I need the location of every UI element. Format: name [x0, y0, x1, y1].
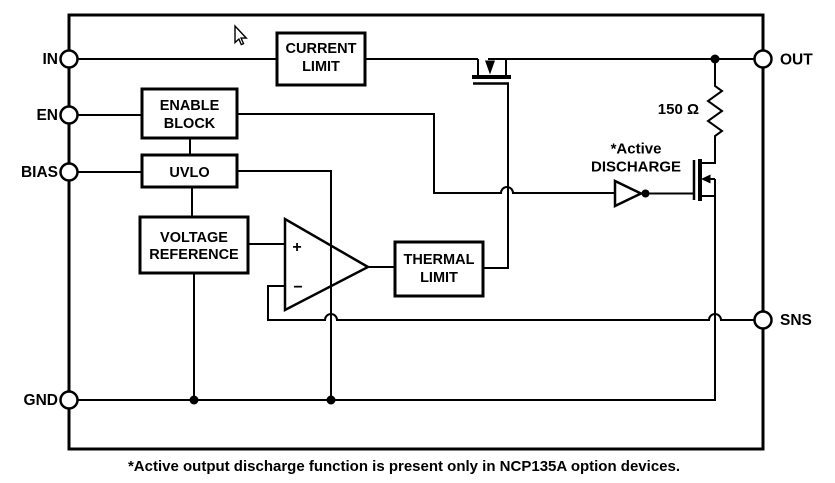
pin-sns-label: SNS — [780, 312, 812, 329]
thermal-limit-block — [395, 242, 483, 296]
figure-footnote: *Active output discharge function is present only in NCP135A option devices. — [127, 458, 681, 475]
enable-block-label-line1: ENABLE — [159, 98, 220, 114]
pin-in-label: IN — [42, 51, 58, 68]
discharge-fet-body-arrow-icon — [701, 175, 711, 184]
pin-en-terminal — [61, 107, 78, 124]
pass-transistor-symbol — [472, 59, 511, 84]
pin-en — [36, 107, 77, 125]
uvlo-block — [142, 155, 237, 187]
wire-feedback-sns-to-opamp-minus — [268, 286, 755, 320]
opamp-plus-input-label: + — [292, 239, 302, 256]
resistor-value-label: 150 Ω — [657, 101, 699, 118]
pin-bias — [21, 164, 78, 182]
pin-sns — [755, 312, 812, 330]
mouse-cursor-icon — [235, 26, 246, 45]
pin-bias-label: BIAS — [20, 164, 58, 181]
pin-gnd-label: GND — [23, 392, 58, 409]
error-amplifier-symbol — [285, 219, 368, 310]
pin-out-terminal — [755, 51, 772, 68]
pass-fet-body-arrow-icon — [485, 61, 495, 75]
pin-gnd-terminal — [61, 392, 78, 409]
thermal-limit-label-line1: THERMAL — [403, 252, 475, 268]
discharge-resistor-symbol — [700, 59, 722, 163]
wire-buffer-to-discharge-gate — [650, 193, 695, 194]
discharge-buffer-output-dot — [642, 190, 650, 198]
wire-enable-to-discharge-buffer — [237, 114, 615, 193]
enable-block — [142, 89, 237, 138]
discharge-transistor-symbol — [694, 159, 715, 201]
wire-gate-to-thermal-limit — [483, 84, 508, 269]
pin-in — [43, 51, 78, 69]
pin-sns-terminal — [755, 312, 772, 329]
pin-en-label: EN — [36, 107, 58, 124]
current-limit-label-line1: CURRENT — [285, 41, 357, 57]
enable-block-label-line2: BLOCK — [163, 116, 216, 132]
pin-out-label: OUT — [780, 51, 813, 69]
opamp-minus-input-label: − — [293, 279, 303, 296]
voltage-reference-label-line2: REFERENCE — [149, 247, 239, 263]
voltage-reference-label-line1: VOLTAGE — [160, 230, 228, 246]
voltage-reference-block — [140, 217, 248, 273]
current-limit-label-line2: LIMIT — [302, 59, 340, 75]
active-discharge-label-line2: DISCHARGE — [590, 158, 682, 176]
discharge-buffer-symbol — [615, 181, 641, 206]
uvlo-label: UVLO — [169, 165, 210, 181]
active-discharge-label-line1: *Active — [610, 140, 662, 158]
pin-out — [755, 51, 814, 69]
pin-gnd — [24, 392, 78, 410]
pin-in-terminal — [61, 51, 78, 68]
current-limit-block — [277, 33, 365, 85]
pin-bias-terminal — [61, 164, 78, 181]
thermal-limit-label-line2: LIMIT — [420, 270, 458, 286]
thermal-limit-box — [395, 242, 483, 296]
